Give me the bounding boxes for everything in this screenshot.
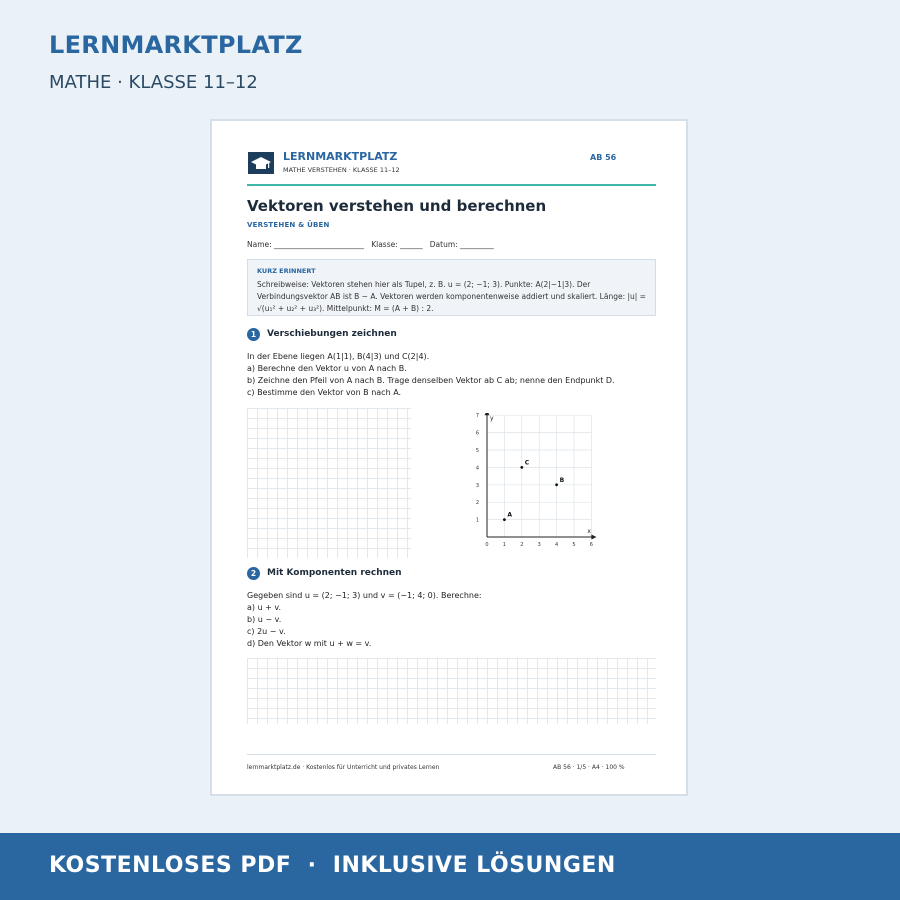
sheet-kicker: VERSTEHEN & ÜBEN <box>247 221 330 229</box>
footer-divider <box>247 754 656 755</box>
sheet-code: AB 56 <box>590 153 617 162</box>
point-c <box>520 466 523 469</box>
task2-heading: Mit Komponenten rechnen <box>267 568 402 578</box>
footer-left: lernmarktplatz.de · Kostenlos für Unterricht und privates Lernen <box>247 764 440 771</box>
task1-heading: Verschiebungen zeichnen <box>267 329 397 339</box>
sheet-title: Vektoren verstehen und berechnen <box>247 197 547 215</box>
point-label-c: C <box>524 459 530 467</box>
y-tick-label: 3 <box>475 482 479 489</box>
task-line: a) Berechne den Vektor u von A nach B. <box>247 364 407 373</box>
footer-right: AB 56 · 1/5 · A4 · 100 % <box>553 764 625 771</box>
x-tick-label: 2 <box>520 542 524 548</box>
x-tick-label: 5 <box>572 542 576 548</box>
name-class-date-fields: Name: ________________________ Klasse: ______ Datum: _________ <box>247 240 494 249</box>
reminder-title: KURZ ERINNERT <box>257 267 316 275</box>
reminder-box <box>247 259 656 316</box>
task-line: a) u + v. <box>247 603 282 612</box>
coordinate-system <box>467 413 597 558</box>
x-axis-arrow <box>591 535 596 540</box>
sheet-brand: LERNMARKTPLATZ <box>283 150 398 163</box>
calculation-grid <box>247 658 656 724</box>
task-line: b) u − v. <box>247 615 282 624</box>
x-tick-label: 1 <box>502 542 506 548</box>
task-line: c) Bestimme den Vektor von B nach A. <box>247 388 402 397</box>
y-tick-label: 4 <box>475 465 479 472</box>
task1-text <box>247 351 615 399</box>
task-number-badge: 1 <box>247 328 260 341</box>
task2-text <box>247 590 482 650</box>
task-line: Gegeben sind u = (2; −1; 3) und v = (−1; 4; 0). Berechne: <box>247 591 482 600</box>
y-tick-label: 7 <box>475 413 479 420</box>
y-tick-label: 1 <box>475 517 479 524</box>
y-axis-label: y <box>490 415 494 423</box>
point-label-b: B <box>559 476 565 484</box>
point-label-a: A <box>507 511 513 519</box>
task-line: c) 2u − v. <box>247 627 286 636</box>
y-axis-arrow <box>485 413 490 415</box>
graduation-cap-icon <box>248 152 274 174</box>
x-axis-label: x <box>587 528 591 535</box>
x-tick-label: 0 <box>485 542 489 548</box>
brand-title: LERNMARKTPLATZ <box>49 31 303 59</box>
x-tick-label: 4 <box>555 542 559 548</box>
task-line: In der Ebene liegen A(1|1), B(4|3) und C(2|4). <box>247 352 430 361</box>
task-line: b) Zeichne den Pfeil von A nach B. Trage denselben Vektor ab C ab; nenne den Endpunkt D. <box>247 376 615 385</box>
y-tick-label: 2 <box>475 500 479 507</box>
header-divider <box>247 184 656 186</box>
x-tick-label: 6 <box>589 542 593 548</box>
drawing-grid <box>247 408 411 558</box>
point-b <box>555 483 558 486</box>
point-a <box>503 518 506 521</box>
y-tick-label: 5 <box>475 448 479 454</box>
banner-text: KOSTENLOSES PDF · INKLUSIVE LÖSUNGEN <box>49 853 616 878</box>
task-number-badge: 2 <box>247 567 260 580</box>
reminder-text: Schreibweise: Vektoren stehen hier als Tupel, z. B. u = (2; −1; 3). Punkte: A(2|−1|3). Der Verbindungsvektor AB ist B − A. Vektoren werden komponentenweise addiert und skaliert. Länge: |u| = √(u₁² + u₂² + u₃²). Mittelpunkt: M = (A + B) : 2. <box>257 280 646 313</box>
brand-subtitle: MATHE · KLASSE 11–12 <box>49 72 258 93</box>
task-line: d) Den Vektor w mit u + w = v. <box>247 639 372 648</box>
y-tick-label: 6 <box>475 430 479 437</box>
x-tick-label: 3 <box>537 542 541 548</box>
sheet-subtitle: MATHE VERSTEHEN · KLASSE 11–12 <box>283 166 400 174</box>
worksheet-preview <box>210 119 688 796</box>
promo-banner <box>0 833 900 900</box>
